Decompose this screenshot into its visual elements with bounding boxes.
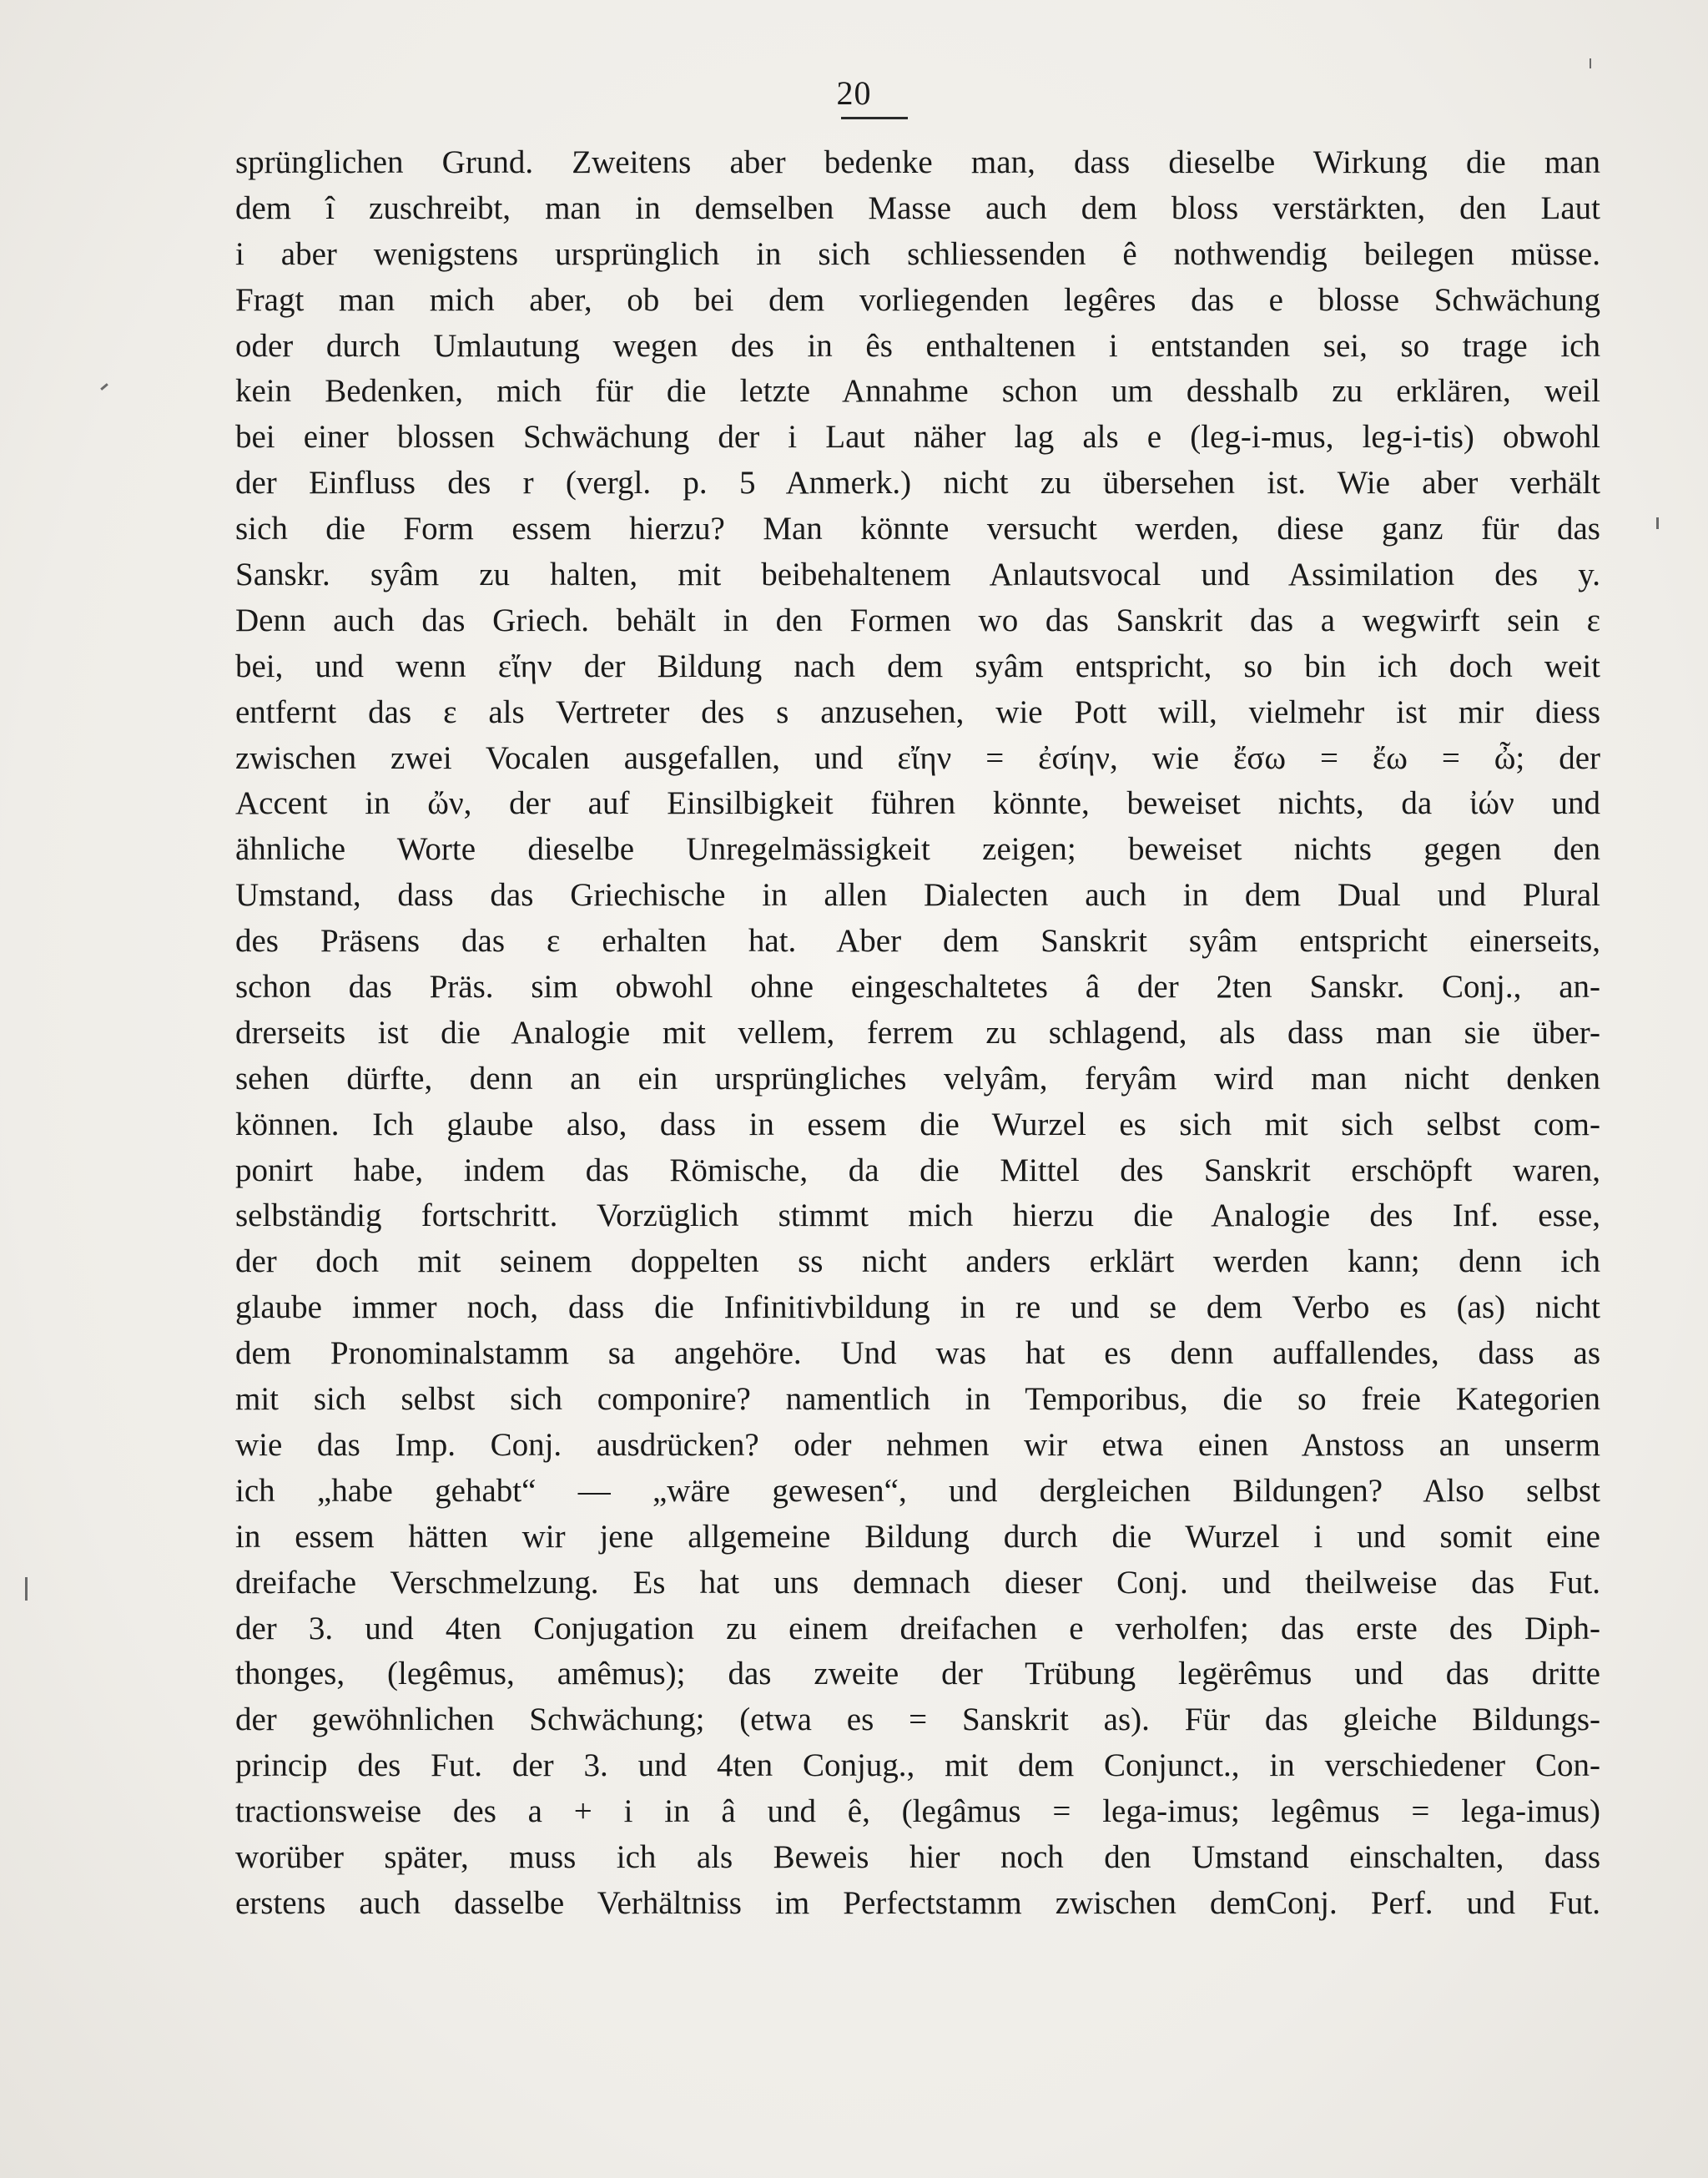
text-line: ähnliche Worte dieselbe Unregelmässigkeit zeigen; beweiset nichts gegen den: [235, 831, 1600, 868]
text-line: worüber später, muss ich als Beweis hier noch den Umstand einschalten, dass: [235, 1838, 1600, 1875]
text-line: des Präsens das ε erhalten hat. Aber dem Sanskrit syâm entspricht einerseits,: [235, 923, 1600, 960]
text-line: schon das Präs. sim obwohl ohne eingeschaltetes â der 2ten Sanskr. Conj., an-: [235, 969, 1600, 1006]
text-line: entfernt das ε als Vertreter des s anzusehen, wie Pott will, vielmehr ist mir diess: [235, 693, 1600, 730]
text-line: selbständig fortschritt. Vorzüglich stimmt mich hierzu die Analogie des Inf. esse,: [235, 1197, 1600, 1234]
text-line: Denn auch das Griech. behält in den Formen wo das Sanskrit das a wegwirft sein ε: [235, 602, 1600, 638]
body-text: [235, 140, 1600, 1927]
text-line: dem Pronominalstamm sa angehöre. Und was hat es denn auffallendes, dass as: [235, 1335, 1600, 1372]
text-line: ich „habe gehabt“ — „wäre gewesen“, und dergleichen Bildungen? Also selbst: [235, 1472, 1600, 1509]
scan-mark: [1656, 517, 1659, 529]
text-line: erstens auch dasselbe Verhältniss im Perfectstamm zwischen demConj. Perf. und Fut.: [235, 1884, 1600, 1921]
text-line: der Einfluss des r (vergl. p. 5 Anmerk.) nicht zu übersehen ist. Wie aber verhält: [235, 465, 1600, 502]
text-line: ponirt habe, indem das Römische, da die Mittel des Sanskrit erschöpft waren,: [235, 1152, 1600, 1188]
text-line: dreifache Verschmelzung. Es hat uns demnach dieser Conj. und theilweise das Fut.: [235, 1564, 1600, 1601]
text-line: oder durch Umlautung wegen des in ês enthaltenen i entstanden sei, so trage ich: [235, 327, 1600, 364]
page-number: 20: [836, 74, 872, 112]
text-line: Sanskr. syâm zu halten, mit beibehaltenem Anlautsvocal und Assimilation des y.: [235, 557, 1600, 593]
text-line: princip des Fut. der 3. und 4ten Conjug., mit dem Conjunct., in verschiedener Con-: [235, 1747, 1600, 1784]
text-line: Accent in ὤν, der auf Einsilbigkeit führen könnte, beweiset nichts, da ἰών und: [235, 785, 1600, 822]
text-line: drerseits ist die Analogie mit vellem, ferrem zu schlagend, als dass man sie über-: [235, 1014, 1600, 1051]
text-line: glaube immer noch, dass die Infinitivbildung in re und se dem Verbo es (as) nicht: [235, 1289, 1600, 1326]
text-line: der 3. und 4ten Conjugation zu einem dreifachen e verholfen; das erste des Diph-: [235, 1610, 1600, 1646]
text-line: kein Bedenken, mich für die letzte Annahme schon um desshalb zu erklären, weil: [235, 373, 1600, 410]
scan-mark: [100, 383, 108, 391]
text-line: der gewöhnlichen Schwächung; (etwa es = Sanskrit as). Für das gleiche Bildungs-: [235, 1702, 1600, 1738]
text-line: bei einer blossen Schwächung der i Laut näher lag als e (leg-i-mus, leg-i-tis) obwohl: [235, 419, 1600, 456]
text-line: mit sich selbst sich componire? namentlich in Temporibus, die so freie Kategorien: [235, 1381, 1600, 1418]
text-line: Umstand, dass das Griechische in allen Dialecten auch in dem Dual und Plural: [235, 877, 1600, 914]
scan-mark: [1590, 58, 1591, 68]
text-line: der doch mit seinem doppelten ss nicht anders erklärt werden kann; denn ich: [235, 1243, 1600, 1280]
text-line: i aber wenigstens ursprünglich in sich schliessenden ê nothwendig beilegen müsse.: [235, 235, 1600, 272]
text-line: können. Ich glaube also, dass in essem die Wurzel es sich mit sich selbst com-: [235, 1106, 1600, 1142]
text-line: tractionsweise des a + i in â und ê, (legâmus = lega-imus; legêmus = lega-imus): [235, 1793, 1600, 1830]
text-line: Fragt man mich aber, ob bei dem vorliegenden legêres das e blosse Schwächung: [235, 281, 1600, 318]
text-line: zwischen zwei Vocalen ausgefallen, und εἴην = ἐσίην, wie ἔσω = ἔω = ὦ; der: [235, 739, 1600, 776]
text-line: sich die Form essem hierzu? Man könnte versucht werden, diese ganz für das: [235, 511, 1600, 547]
text-line: sprünglichen Grund. Zweitens aber bedenke man, dass dieselbe Wirkung die man: [235, 144, 1600, 180]
text-line: bei, und wenn εἴην der Bildung nach dem syâm entspricht, so bin ich doch weit: [235, 648, 1600, 684]
text-line: sehen dürfte, denn an ein ursprüngliches velyâm, feryâm wird man nicht denken: [235, 1060, 1600, 1097]
scan-mark: [25, 1577, 28, 1601]
text-line: dem î zuschreibt, man in demselben Masse auch dem bloss verstärkten, den Laut: [235, 189, 1600, 226]
page-number-rule: [841, 117, 908, 119]
text-line: wie das Imp. Conj. ausdrücken? oder nehmen wir etwa einen Anstoss an unserm: [235, 1426, 1600, 1463]
text-line: in essem hätten wir jene allgemeine Bildung durch die Wurzel i und somit eine: [235, 1518, 1600, 1555]
text-line: thonges, (legêmus, amêmus); das zweite der Trübung legërêmus und das dritte: [235, 1656, 1600, 1692]
